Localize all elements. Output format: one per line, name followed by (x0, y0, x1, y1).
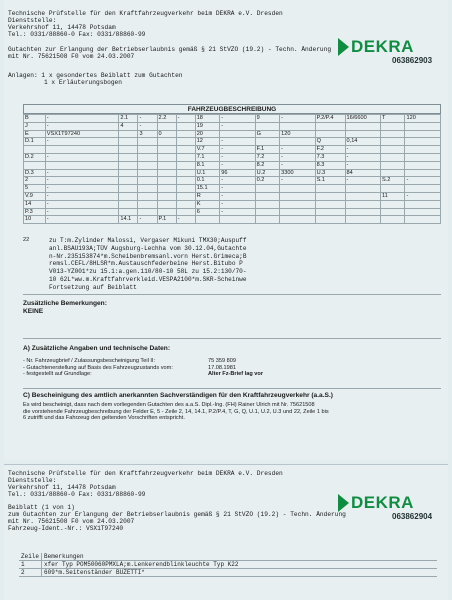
field-value: - (220, 185, 255, 193)
grid-row (24, 177, 441, 185)
field-label (315, 185, 345, 193)
field-label (24, 146, 46, 154)
field-label (380, 200, 405, 208)
field22-label: 22 (23, 237, 30, 243)
field-label (380, 122, 405, 130)
vehicle-description-table (23, 114, 441, 224)
field-value: 120 (405, 115, 441, 123)
header-block (8, 10, 283, 38)
field-label: V.7 (195, 146, 220, 154)
beiblatt-title: Beiblatt (1 von 1) (8, 504, 75, 511)
field-label: F.1 (255, 146, 280, 154)
field-label: 6 (195, 208, 220, 216)
field-value (405, 208, 441, 216)
section-c-text (23, 402, 329, 422)
field-value (138, 146, 157, 154)
field-value: - (45, 177, 119, 185)
field-value: - (138, 115, 157, 123)
section-c-heading: C) Bescheinigung des amtlich anerkannten Sachverständigen für den Kraftfahrzeugverkehr (a.a.S.) (23, 392, 333, 399)
grid-row (24, 200, 441, 208)
field-value (176, 130, 195, 138)
table-header-row (19, 553, 437, 561)
field-value (405, 138, 441, 146)
field-value (345, 122, 380, 130)
field-label: D.2 (24, 153, 46, 161)
grid-row (24, 153, 441, 161)
field-value (280, 216, 315, 224)
field-label: 7.2 (255, 153, 280, 161)
field-label: U.2 (255, 169, 280, 177)
beiblatt-table (19, 553, 437, 577)
field-label (315, 216, 345, 224)
dekra-logo-text: DEKRA (351, 37, 414, 56)
field-label: R (195, 192, 220, 200)
table-cell: xfer Typ POM50060PMXLA;m.Lenkerendblinkleuchte Typ K22 (42, 561, 437, 569)
field-label: 8.2 (255, 161, 280, 169)
beiblatt-line: zum Gutachten zur Erlangung der Betriebserlaubnis gemäß § 21 StVZO (19.2) - Techn. Änderung (8, 511, 346, 518)
field-value (405, 185, 441, 193)
field-value: - (220, 208, 255, 216)
field-label (157, 169, 176, 177)
title-block (8, 46, 331, 60)
field-value: - (138, 216, 157, 224)
field-label: 7.3 (315, 153, 345, 161)
grid-row (24, 208, 441, 216)
field-value: - (220, 192, 255, 200)
field-label: 10 (24, 216, 46, 224)
field-value (176, 146, 195, 154)
grid-row (24, 216, 441, 224)
field-label: F.2 (315, 146, 345, 154)
field-label (255, 185, 280, 193)
field-label (380, 138, 405, 146)
field-value: - (45, 185, 119, 193)
header-line: Technische Prüfstelle für den Kraftfahrzeugverkehr beim DEKRA e.V. Dresden (8, 10, 283, 17)
field-value (176, 200, 195, 208)
column-header: Bemerkungen (42, 553, 437, 561)
field-label: 2 (24, 177, 46, 185)
field-label (380, 185, 405, 193)
field-value: - (176, 115, 195, 123)
field-value (280, 185, 315, 193)
field-value (220, 216, 255, 224)
field-label: 14 (24, 200, 46, 208)
field-label: D.3 (24, 169, 46, 177)
field-label (255, 216, 280, 224)
field-label (119, 138, 138, 146)
field-value: - (220, 153, 255, 161)
grid-row (24, 115, 441, 123)
field-value: - (220, 115, 255, 123)
section-a-value: 17.08.1981 (208, 364, 236, 371)
field-label: 5 (24, 185, 46, 193)
field-value (138, 185, 157, 193)
field-label (380, 161, 405, 169)
field-value (176, 122, 195, 130)
field-label (119, 130, 138, 138)
field-label: 15.1 (195, 185, 220, 193)
beiblatt-line: mit Nr. 75621508 F0 vom 24.03.2007 (8, 518, 135, 525)
field-label: V.9 (24, 192, 46, 200)
field-value: 84 (345, 169, 380, 177)
grid-row (24, 169, 441, 177)
field-value (220, 130, 255, 138)
field-value (138, 192, 157, 200)
field-value: - (45, 200, 119, 208)
field-value (280, 122, 315, 130)
dekra-logo (338, 37, 414, 57)
field-value: - (45, 192, 119, 200)
field-label (119, 177, 138, 185)
field-value (280, 192, 315, 200)
field-value: - (220, 146, 255, 154)
field-label: S.2 (380, 177, 405, 185)
field-value: - (280, 146, 315, 154)
header-line: Verkehrshof 11, 14478 Potsdam (8, 484, 116, 491)
header-line: Tel.: 0331/88860-0 Fax: 0331/88860-99 (8, 491, 146, 498)
field-value (280, 138, 315, 146)
field-value: 96 (220, 169, 255, 177)
table-row (19, 569, 437, 577)
field-value (405, 200, 441, 208)
header-line: Tel.: 0331/88860-0 Fax: 0331/88860-99 (8, 31, 146, 38)
field-label: G (255, 130, 280, 138)
field-label (157, 192, 176, 200)
field-label (119, 169, 138, 177)
grid-row (24, 185, 441, 193)
field22-line: zu T:m.Zylinder Malossi, Vergaser Mikuni TMX30;Auspuff (49, 237, 247, 244)
field-label (255, 200, 280, 208)
section-a-label: - Nr. Fahrzeugbrief / Zulassungsbescheinigung Teil II: (23, 358, 156, 364)
field-label: 2.1 (119, 115, 138, 123)
field-label: 19 (195, 122, 220, 130)
field-value: - (345, 146, 380, 154)
field22-line: n-Nr.235153874*m.Scheibenbremsanl.vorn Herst.Grimeca;B (49, 252, 247, 260)
title-line: Gutachten zur Erlangung der Betriebserlaubnis gemäß § 21 StVZO (19.2) - Techn. Änderung (8, 46, 332, 53)
field-value: - (220, 138, 255, 146)
field22-line: remsl.CEFL/8HLSR*m.Austauschfederbeine Herst.Bitubo P (49, 260, 243, 268)
title-line: mit Nr. 75621508 F0 vom 24.03.2007 (8, 53, 135, 60)
field-value: - (138, 122, 157, 130)
field-value (176, 161, 195, 169)
field-value: - (280, 161, 315, 169)
field-value: - (220, 161, 255, 169)
field-value (345, 130, 380, 138)
field-label (315, 130, 345, 138)
field-value (345, 185, 380, 193)
header-block-2 (8, 470, 283, 498)
field-value (405, 146, 441, 154)
grid-row (24, 130, 441, 138)
section-a-label: - Gutachtenerstellung auf Basis des Fahrzeugzustands vom: (23, 364, 173, 371)
field-label (380, 146, 405, 154)
field-value (345, 200, 380, 208)
field-label (119, 153, 138, 161)
grid-row (24, 122, 441, 130)
field-value: - (45, 153, 119, 161)
field-value (405, 122, 441, 130)
section-a-list (23, 358, 263, 378)
field-label: Q (315, 138, 345, 146)
field-value (345, 192, 380, 200)
field-label: 0.1 (195, 177, 220, 185)
serial-number-2: 063862904 (392, 512, 433, 521)
field-label (380, 216, 405, 224)
header-line: Dienststelle: (8, 477, 57, 484)
dekra-chevron-icon (338, 38, 349, 56)
section-c-line: 6 zutrifft und das Fahrzeug den geltenden Vorschriften entspricht. (23, 415, 185, 422)
field-label (157, 208, 176, 216)
grid-row (24, 146, 441, 154)
grid-row (24, 138, 441, 146)
field-label: 14.1 (119, 216, 138, 224)
section-a-value: Alter Fz-Brief lag vor (208, 371, 264, 378)
header-line: Verkehrshof 11, 14478 Potsdam (8, 24, 116, 31)
section-a-label: - festgestellt auf Grundlage: (23, 371, 92, 378)
field-label (255, 138, 280, 146)
field-label: 8.1 (195, 161, 220, 169)
field-label (380, 153, 405, 161)
field-value (138, 177, 157, 185)
section-c-line: Es wird bescheinigt, dass nach dem vorliegenden Gutachten des a.a.S. Dipl.-Ing. (FH) Rainer Ulrich mit Nr. 75621508 (23, 402, 315, 408)
field-label: P.1 (157, 216, 176, 224)
field-value (176, 153, 195, 161)
dekra-logo-text: DEKRA (351, 493, 414, 512)
field-value (138, 161, 157, 169)
field-value: 3300 (280, 169, 315, 177)
divider (23, 338, 441, 339)
field-value: - (45, 208, 119, 216)
field-label (195, 216, 220, 224)
field-value: - (405, 177, 441, 185)
field-label: 8.3 (315, 161, 345, 169)
field-value (176, 208, 195, 216)
serial-number: 063862903 (392, 56, 433, 65)
field-label: E (24, 130, 46, 138)
field-label (119, 208, 138, 216)
field-label (119, 161, 138, 169)
field-label: U.1 (195, 169, 220, 177)
divider (23, 388, 441, 389)
section-a-value: 75 359 809 (208, 358, 236, 364)
field-label (157, 138, 176, 146)
table-cell: 2 (19, 569, 42, 577)
field-value (405, 153, 441, 161)
field-value: - (45, 115, 119, 123)
field-value: 3 (138, 130, 157, 138)
field-value: - (345, 153, 380, 161)
field-label (157, 146, 176, 154)
attachment-line: Anlagen: 1 x gesondertes Beiblatt zum Gutachten (8, 72, 183, 79)
field-label (119, 192, 138, 200)
field-value: - (220, 122, 255, 130)
field-label (380, 208, 405, 216)
field-value (45, 161, 119, 169)
field-label: 4 (119, 122, 138, 130)
field-value: - (345, 177, 380, 185)
field-label (119, 185, 138, 193)
field-label: 7.1 (195, 153, 220, 161)
field-value (138, 208, 157, 216)
divider (23, 294, 441, 295)
field-label (315, 122, 345, 130)
field-value: - (220, 177, 255, 185)
field-label: 0.2 (255, 177, 280, 185)
beiblatt-title-block (8, 504, 346, 532)
field-label (315, 200, 345, 208)
field-label (157, 153, 176, 161)
field-label: 20 (195, 130, 220, 138)
column-header: Zeile (19, 553, 42, 561)
field-label: 2.2 (157, 115, 176, 123)
field-value (176, 169, 195, 177)
field-value (138, 138, 157, 146)
field-label: 9 (255, 115, 280, 123)
remarks-value: KEINE (23, 308, 44, 315)
field-label (255, 122, 280, 130)
field-label: S.1 (315, 177, 345, 185)
attachment-line: 1 x Erläuterungsbogen (44, 79, 122, 86)
field-value: - (45, 169, 119, 177)
section-c-line: die vorstehende Fahrzeugbeschreibung der Felder E, 5 - Zeile 2, 14, 14.1, P.2/P.4, T, G, Q, U.1, U.2, U.3 und 22, Zeile 1 bis (23, 408, 329, 415)
field-label: J (24, 122, 46, 130)
field-value (405, 169, 441, 177)
field-label (157, 185, 176, 193)
field-value: - (45, 122, 119, 130)
field-label: P.3 (24, 208, 46, 216)
field-label: 11 (380, 192, 405, 200)
field-value: 120 (280, 130, 315, 138)
table-row (19, 561, 437, 569)
field-value: - (280, 153, 315, 161)
field-value (345, 208, 380, 216)
gutachten-sheet (4, 0, 448, 460)
field-value: - (345, 161, 380, 169)
attachments (8, 72, 183, 86)
field-value: - (405, 192, 441, 200)
beiblatt-line: Fahrzeug-Ident.-Nr.: VSX1T97240 (8, 525, 124, 532)
field-value: 0,14 (345, 138, 380, 146)
field-value (176, 138, 195, 146)
field-label: 18 (195, 115, 220, 123)
field-label (255, 192, 280, 200)
field-label: 0 (157, 130, 176, 138)
field-label: B (24, 115, 46, 123)
field-label (119, 200, 138, 208)
field-label (255, 208, 280, 216)
section-a-heading: A) Zusätzliche Angaben und technische Daten: (23, 345, 171, 352)
field-value: 16/6600 (345, 115, 380, 123)
field-value (138, 153, 157, 161)
dekra-logo-2 (338, 493, 414, 513)
field-label (380, 169, 405, 177)
field-label: 12 (195, 138, 220, 146)
field22-text (49, 237, 246, 292)
table-cell: 609*m.Seitenständer BUZETTI* (42, 569, 437, 577)
field-value: VSX1T97240 (45, 130, 119, 138)
field-value: - (280, 177, 315, 185)
field-label: P.2/P.4 (315, 115, 345, 123)
field-value (405, 161, 441, 169)
field-value (138, 200, 157, 208)
field-value (176, 177, 195, 185)
field-label (24, 161, 46, 169)
field-value: - (220, 200, 255, 208)
fahrzeugbeschreibung-title: FAHRZEUGBESCHREIBUNG (23, 104, 441, 114)
field-label (157, 122, 176, 130)
table-cell: 1 (19, 561, 42, 569)
field-value (176, 192, 195, 200)
field-label (119, 146, 138, 154)
field-label (157, 161, 176, 169)
field-label: K (195, 200, 220, 208)
field22-line: V013-YZ001*zu 15.1:a.gen.110/80-10 58L zu 15.2:130/70- (49, 268, 247, 276)
field-value: - (45, 138, 119, 146)
field-label (157, 200, 176, 208)
field-label (315, 192, 345, 200)
field-value: - (280, 115, 315, 123)
field-label: D.1 (24, 138, 46, 146)
field-value (280, 200, 315, 208)
remarks-heading: Zusätzliche Bemerkungen: (23, 300, 107, 307)
field-label (157, 177, 176, 185)
header-line: Dienststelle: (8, 17, 57, 24)
field-value (45, 146, 119, 154)
field-value (280, 208, 315, 216)
field-value (176, 185, 195, 193)
field-value: - (45, 216, 119, 224)
field-value (405, 216, 441, 224)
field-value (405, 130, 441, 138)
field22-line: anl.BSAU193A;TÜV Augsburg-Lechha vom 30.12.04,Gutachte (49, 244, 247, 252)
field-value (345, 216, 380, 224)
field-label: U.3 (315, 169, 345, 177)
field22-line: Fortsetzung auf Beiblatt (49, 283, 137, 291)
field22-line: 10 62L*ww.m.Kraftfahrverkleid.VESPA2100*m.SKR-Scheinwe (49, 275, 247, 283)
field-value: - (176, 216, 195, 224)
header-line: Technische Prüfstelle für den Kraftfahrzeugverkehr beim DEKRA e.V. Dresden (8, 470, 283, 477)
field-value (138, 169, 157, 177)
grid-row (24, 161, 441, 169)
grid-row (24, 192, 441, 200)
field-label (315, 208, 345, 216)
field-label: T (380, 115, 405, 123)
field-label (380, 130, 405, 138)
